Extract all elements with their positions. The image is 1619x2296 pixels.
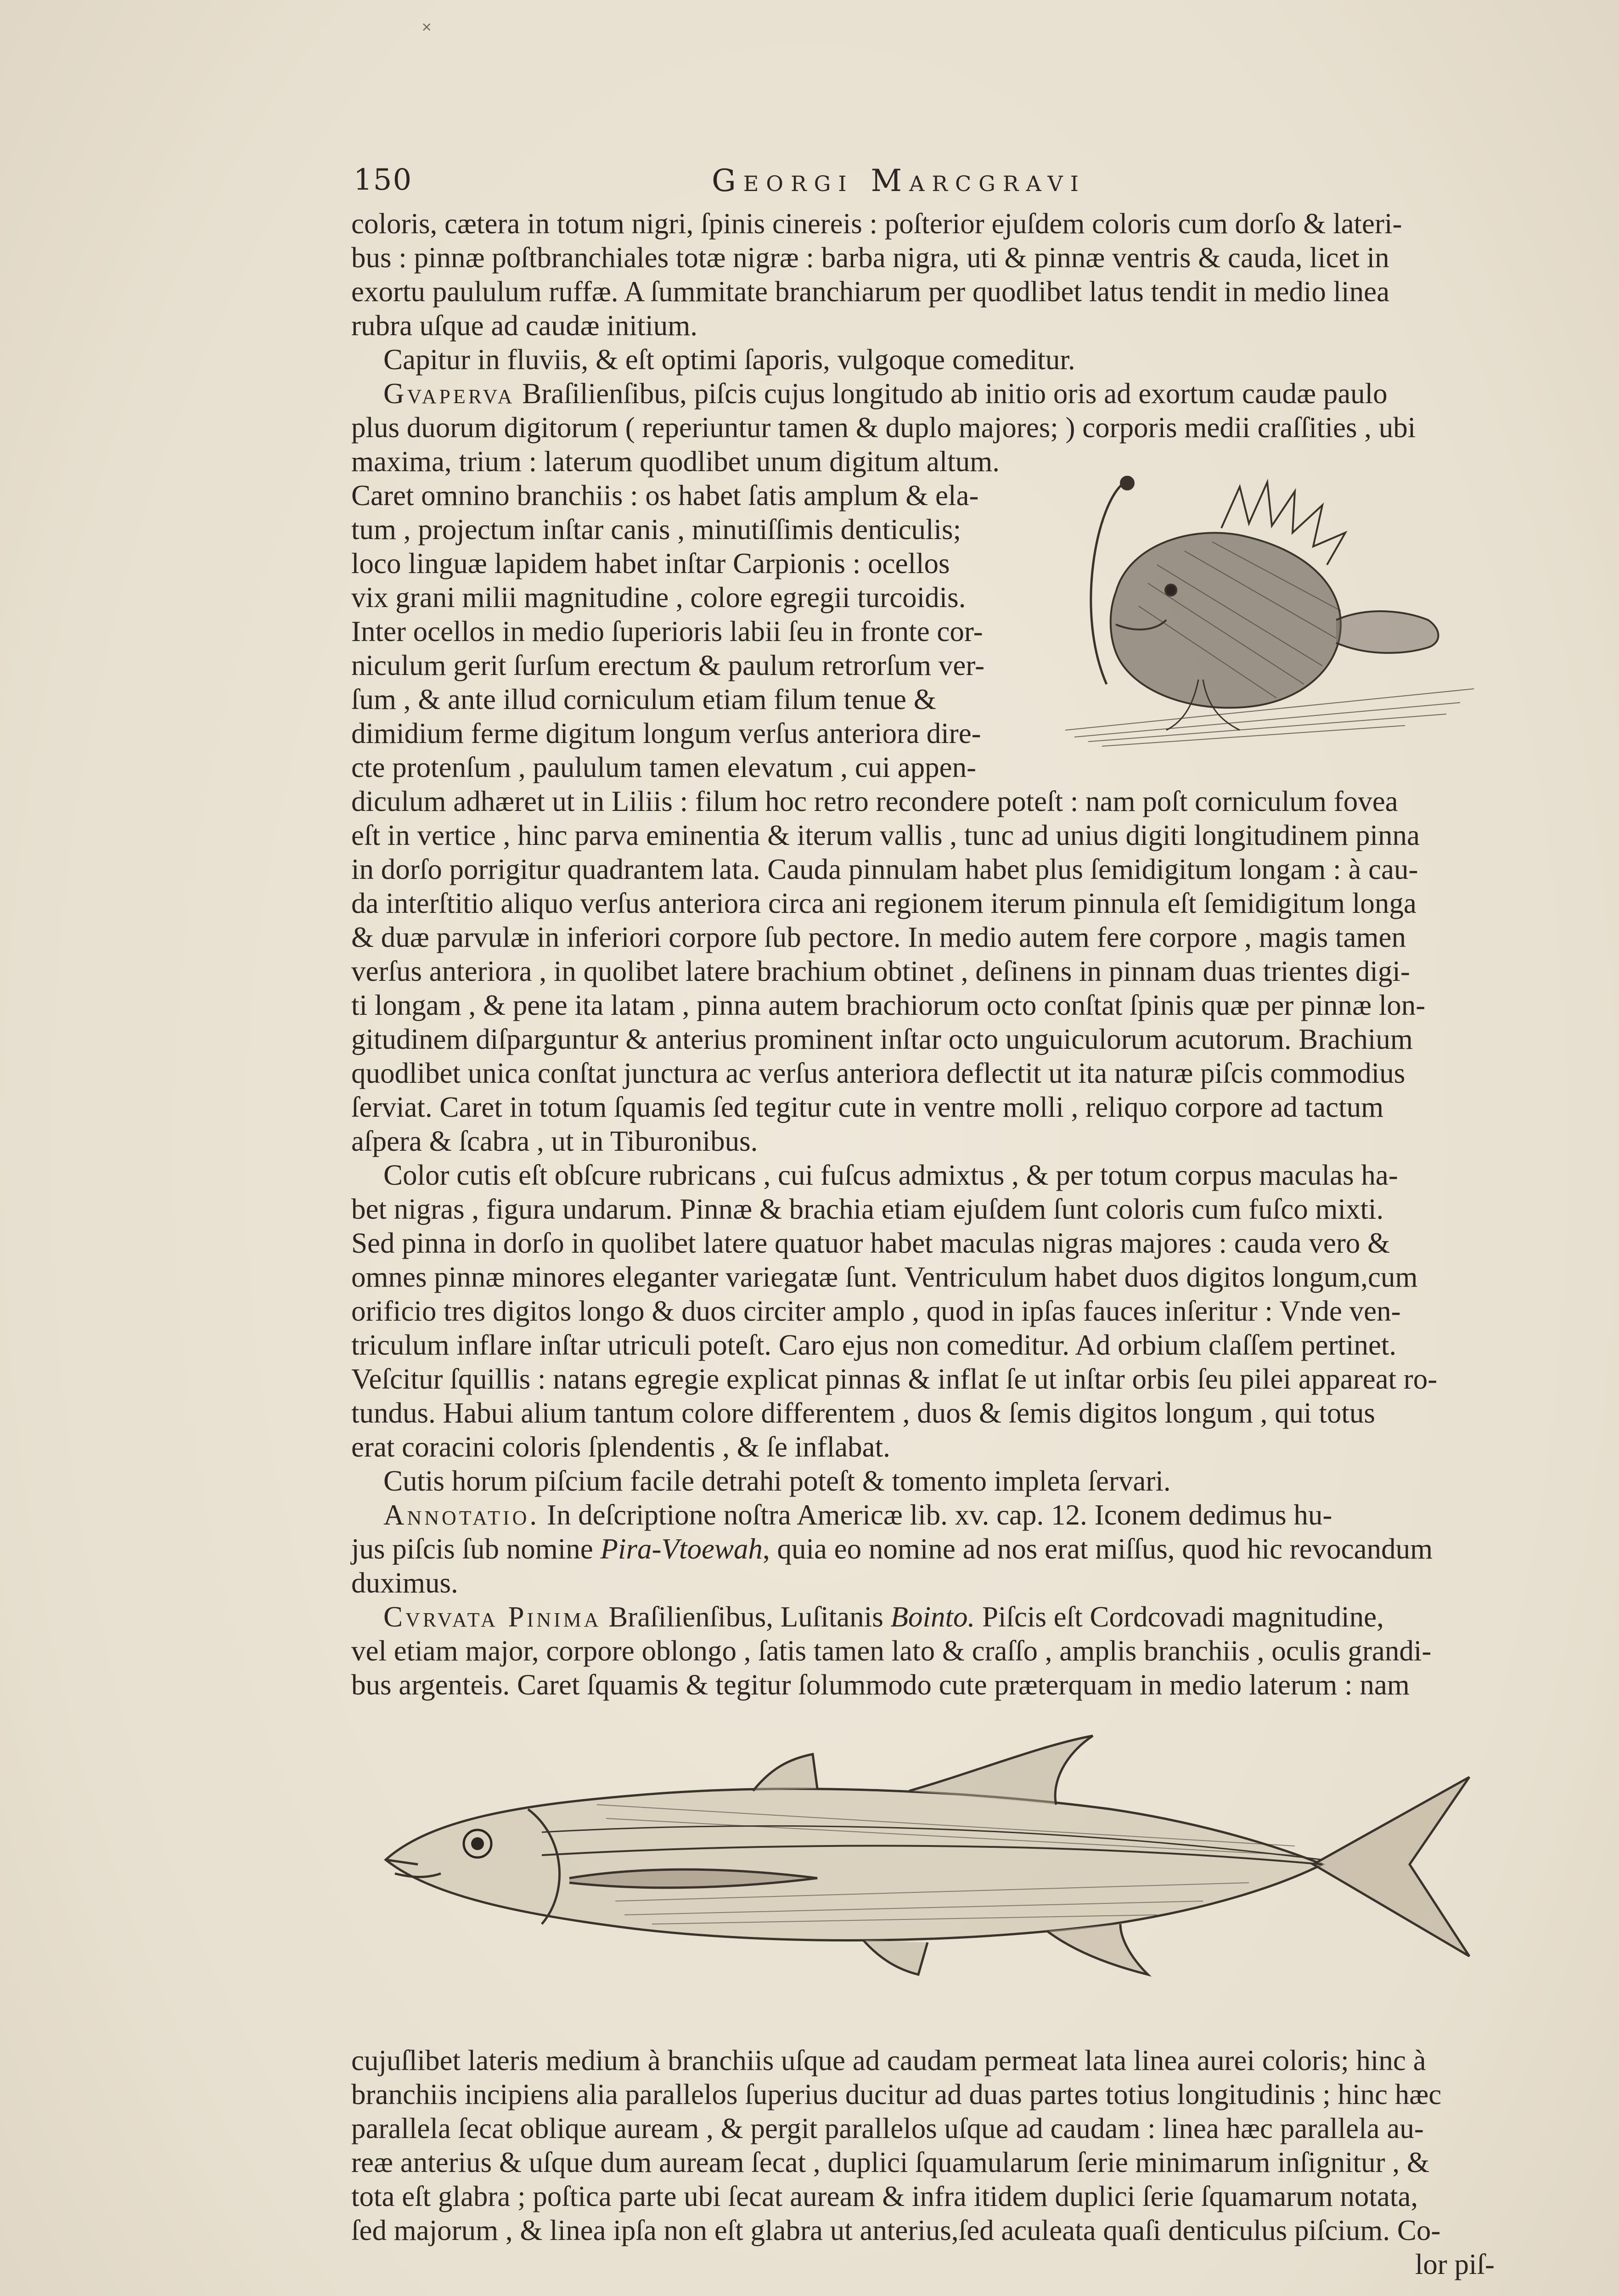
text-line: ti longam , & pene ita latam , pinna autem brachiorum octo conſtat ſpinis quæ per pinnæ lon- [351,989,1426,1021]
text-line: verſus anteriora , in quolibet latere brachium obtinet , deſinens in pinnam duas trientes digi- [351,955,1410,987]
text-line: bus argenteis. Caret ſquamis & tegitur ſolummodo cute præterquam in medio laterum : nam [351,1669,1410,1701]
species-name: Gvaperva [383,377,515,410]
text-line: exortu paululum ruffæ. A ſummitate branchiarum per quodlibet latus tendit in medio linea [351,276,1390,308]
text-line: coloris, cætera in totum nigri, ſpinis cinereis : poſterior ejuſdem coloris cum dorſo & lateri- [351,208,1402,240]
anglerfish-engraving [1047,473,1483,748]
text-line: Color cutis eſt obſcure rubricans , cui fuſcus admixtus , & per totum corpus maculas ha- [383,1159,1398,1191]
page-mark: ˟ [422,18,431,44]
text-line: erat coracini coloris ſplendentis , & ſe inflabat. [351,1431,890,1463]
text-line: loco linguæ lapidem habet inſtar Carpionis : ocellos [351,547,950,580]
text-line: tum , projectum inſtar canis , minutiſſimis denticulis; [351,513,961,546]
text-line: orificio tres digitos longo & duos circiter amplo , quod in ipſas fauces inſeritur : Vnde ven- [351,1295,1401,1327]
text-line: plus duorum digitorum ( reperiuntur tamen & duplo majores; ) corporis medii craſſities , ubi [351,411,1416,444]
text-line: Annotatio. In deſcriptione noſtra Americæ lib. xv. cap. 12. Iconem dedimus hu- [383,1499,1332,1531]
text-line: aſpera & ſcabra , ut in Tiburonibus. [351,1125,758,1157]
text-line: vix grani milii magnitudine , colore egregii turcoidis. [351,581,966,613]
text-line: cujuſlibet lateris medium à branchiis uſque ad caudam permeat lata linea aurei coloris; hinc à [351,2044,1426,2077]
paragraph-continuation [351,207,1495,478]
text-line: in dorſo porrigitur quadrantem lata. Cauda pinnulam habet plus ſemidigitum longam : à cau- [351,853,1418,885]
running-title: Georgi Marcgravi [712,163,1086,198]
text-line: Gvaperva Braſilienſibus, piſcis cujus longitudo ab initio oris ad exortum caudæ paulo [383,377,1388,410]
text-line: bus : pinnæ poſtbranchiales totæ nigræ : barba nigra, uti & pinnæ ventris & cauda, licet in [351,242,1389,274]
text-line: Inter ocellos in medio ſuperioris labii ſeu in fronte cor- [351,615,983,647]
paragraph-description [351,784,1495,1702]
species-name: Pira-Vtoewah [600,1533,763,1565]
text-line: tota eſt glabra ; poſtica parte ubi ſecat auream & infra itidem duplici ſerie ſquamarum notata, [351,2180,1418,2212]
text-line: diculum adhæret ut in Liliis : filum hoc retro recondere poteſt : nam poſt corniculum fovea [351,785,1398,817]
text-line: niculum gerit ſurſum erectum & paulum retrorſum ver- [351,649,985,681]
text-line: dimidium ferme digitum longum verſus anteriora dire- [351,717,981,749]
catchword: lor piſ- [1415,2248,1495,2280]
text-line: rubra uſque ad caudæ initium. [351,310,698,342]
text-line: vel etiam major, corpore oblongo , ſatis tamen lato & craſſo , amplis branchiis , oculis grandi- [351,1635,1432,1667]
fish-engraving [377,1727,1478,2030]
text-line: omnes pinnæ minores eleganter variegatæ ſunt. Ventriculum habet duos digitos longum,cum [351,1261,1418,1293]
species-name: Cvrvata Pinima [383,1601,602,1633]
page-number: 150 [354,163,413,197]
text-line: & duæ parvulæ in inferiori corpore ſub pectore. In medio autem fere corpore , magis tamen [351,921,1406,953]
text-line: jus piſcis ſub nomine Pira-Vtoewah, quia eo nomine ad nos erat miſſus, quod hic revocandum [351,1533,1433,1565]
text-line: reæ anterius & uſque dum auream ſecat , duplici ſquamularum ſerie minimarum inſignitur , & [351,2146,1429,2178]
text-line: ſum , & ante illud corniculum etiam filum tenue & [351,683,936,715]
text-line: maxima, trium : laterum quodlibet unum digitum altum. [351,445,1000,478]
text-line: Veſcitur ſquillis : natans egregie explicat pinnas & inflat ſe ut inſtar orbis ſeu pilei appareat ro- [351,1363,1438,1395]
text-line: cte protenſum , paululum tamen elevatum , cui appen- [351,751,977,783]
running-head [354,163,1492,204]
annotation-label: Annotatio. [383,1499,540,1531]
text-line: Caret omnino branchiis : os habet ſatis amplum & ela- [351,479,979,512]
text-line: tundus. Habui alium tantum colore differentem , duos & ſemis digitos longum , qui totus [351,1397,1375,1429]
text-line: triculum inflare inſtar utriculi poteſt. Caro ejus non comeditur. Ad orbium claſſem pertinet. [351,1329,1397,1361]
text-line: Sed pinna in dorſo in quolibet latere quatuor habet maculas nigras majores : cauda vero & [351,1227,1390,1259]
text-line: Cvrvata Pinima Braſilienſibus, Luſitanis Bointo. Piſcis eſt Cordcovadi magnitudine, [383,1601,1384,1633]
text-line: quodlibet unica conſtat junctura ac verſus anteriora deflectit ut ita naturæ piſcis commodius [351,1057,1405,1089]
text-line: ſed majorum , & linea ipſa non eſt glabra ut anterius,ſed aculeata quaſi denticulus piſcium. Co- [351,2214,1441,2246]
text-line: Cutis horum piſcium facile detrahi poteſt & tomento impleta ſervari. [383,1465,1171,1497]
text-line: da interſtitio aliquo verſus anteriora circa ani regionem iterum pinnula eſt ſemidigitum longa [351,887,1417,919]
text-line: duximus. [351,1567,458,1599]
species-name: Bointo. [890,1601,975,1633]
text-line: branchiis incipiens alia parallelos ſuperius ducitur ad duas partes totius longitudinis ; hinc hæc [351,2078,1442,2110]
text-line: Capitur in fluviis, & eſt optimi ſaporis, vulgoque comeditur. [383,343,1075,376]
text-line: parallela ſecat oblique auream , & pergit parallelos uſque ad caudam : linea hæc parallela au- [351,2112,1424,2144]
text-line: ſerviat. Caret in totum ſquamis ſed tegitur cute in ventre molli , reliquo corpore ad tactum [351,1091,1384,1123]
paragraph-continuation-bottom [351,2043,1495,2281]
text-line: bet nigras , figura undarum. Pinnæ & brachia etiam ejuſdem ſunt coloris cum fuſco mixti. [351,1193,1384,1225]
text-line: gitudinem diſparguntur & anterius prominent inſtar octo unguiculorum acutorum. Brachium [351,1023,1413,1055]
text-line: eſt in vertice , hinc parva eminentia & iterum vallis , tunc ad unius digiti longitudinem pinna [351,819,1420,851]
